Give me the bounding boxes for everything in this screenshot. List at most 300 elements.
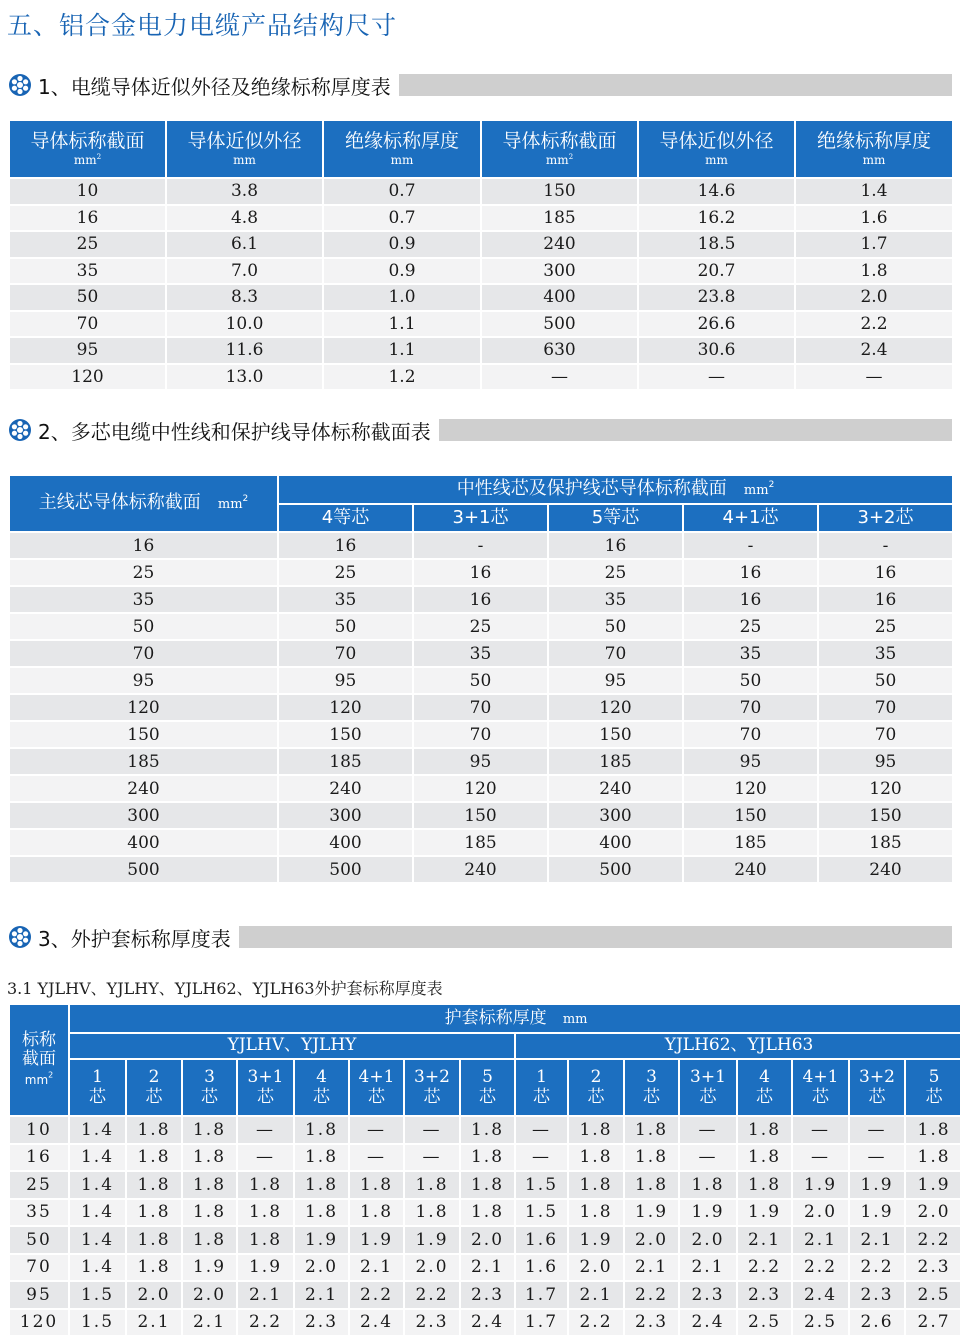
table-cell: 50 bbox=[548, 613, 683, 640]
core-type-header: 3+2芯 bbox=[818, 504, 953, 532]
table-cell: 16 bbox=[413, 586, 548, 613]
table-cell: 0.7 bbox=[323, 178, 481, 205]
table-cell: 70 bbox=[548, 640, 683, 667]
table-cell: 1.8 bbox=[349, 1171, 404, 1199]
table-row bbox=[9, 721, 953, 748]
table-cell: 10 bbox=[9, 178, 166, 205]
table-cell: 400 bbox=[548, 829, 683, 856]
table-cell: 120 bbox=[278, 694, 413, 721]
table-cell: 185 bbox=[9, 748, 278, 775]
core-count-header: 4 芯 bbox=[294, 1059, 349, 1116]
table-cell: 120 bbox=[413, 775, 548, 802]
table-cell: 95 bbox=[683, 748, 818, 775]
table-cell: 1.8 bbox=[624, 1171, 679, 1199]
table-cell: 70 bbox=[9, 1254, 69, 1282]
table-row bbox=[9, 1226, 960, 1254]
core-count-header: 1 芯 bbox=[69, 1059, 126, 1116]
table-cell: 50 bbox=[9, 613, 278, 640]
table-cell: 2.5 bbox=[737, 1309, 792, 1337]
table-cell: 1.9 bbox=[624, 1199, 679, 1227]
core-count-header: 4+1 芯 bbox=[349, 1059, 404, 1116]
table-cell: 1.8 bbox=[679, 1171, 737, 1199]
sheath-table-subtitle: 3.1 YJLHV、YJLHY、YJLH62、YJLH63外护套标称厚度表 bbox=[7, 979, 443, 998]
table-cell: 2.3 bbox=[905, 1254, 960, 1282]
table-cell: 2.2 bbox=[792, 1254, 849, 1282]
table-cell: 2.3 bbox=[849, 1281, 905, 1309]
table-cell: 2.0 bbox=[792, 1199, 849, 1227]
table-cell: 1.8 bbox=[905, 1116, 960, 1144]
table-cell: 1.5 bbox=[515, 1171, 568, 1199]
table-cell: 0.9 bbox=[323, 258, 481, 285]
table-cell: 3.8 bbox=[166, 178, 323, 205]
table-cell: 185 bbox=[818, 829, 953, 856]
table-cell: 185 bbox=[278, 748, 413, 775]
table-header: 导体近似外径 mm bbox=[166, 120, 323, 178]
table-row bbox=[9, 284, 953, 311]
table-cell: 23.8 bbox=[638, 284, 795, 311]
table-cell: 1.8 bbox=[182, 1116, 237, 1144]
table-cell: 25 bbox=[683, 613, 818, 640]
table-cell: 300 bbox=[548, 802, 683, 829]
table-cell: 2.1 bbox=[294, 1281, 349, 1309]
table-cell: 1.8 bbox=[237, 1226, 294, 1254]
table-cell: 400 bbox=[278, 829, 413, 856]
table-cell: 240 bbox=[818, 856, 953, 883]
table-cell: 1.7 bbox=[795, 231, 953, 258]
core-count-header: 3+2 芯 bbox=[849, 1059, 905, 1116]
table-cell: 70 bbox=[413, 694, 548, 721]
core-type-header: 5等芯 bbox=[548, 504, 683, 532]
table-cell: 1.8 bbox=[126, 1116, 182, 1144]
conductor-insulation-table bbox=[8, 119, 954, 391]
table-cell: 2.2 bbox=[795, 311, 953, 338]
table-row bbox=[9, 311, 953, 338]
table-cell: 2.1 bbox=[237, 1281, 294, 1309]
table-cell: 2.2 bbox=[349, 1281, 404, 1309]
table-cell: 1.4 bbox=[69, 1254, 126, 1282]
table-cell: 120 bbox=[9, 364, 166, 391]
section-divider bbox=[239, 926, 952, 948]
table-row bbox=[9, 1309, 960, 1337]
table-cell: 25 bbox=[818, 613, 953, 640]
table-cell: 1.9 bbox=[905, 1171, 960, 1199]
table-cell: 1.8 bbox=[624, 1116, 679, 1144]
table-cell: 1.8 bbox=[460, 1199, 515, 1227]
table-cell: 16 bbox=[278, 532, 413, 559]
table-cell: 1.8 bbox=[460, 1144, 515, 1172]
group-a-header: YJLHV、YJLHY bbox=[69, 1033, 515, 1059]
core-count-header: 5 芯 bbox=[460, 1059, 515, 1116]
table-cell: 50 bbox=[278, 613, 413, 640]
table-cell: 1.4 bbox=[69, 1171, 126, 1199]
section-1-heading bbox=[8, 70, 952, 100]
table-cell: 25 bbox=[9, 231, 166, 258]
table-cell: 1.8 bbox=[182, 1171, 237, 1199]
section-3-heading bbox=[8, 922, 952, 952]
section-2-title: 2、多芯电缆中性线和保护线导体标称截面表 bbox=[38, 419, 431, 444]
table-row bbox=[9, 775, 953, 802]
table-cell: - bbox=[818, 532, 953, 559]
table-cell: 35 bbox=[9, 1199, 69, 1227]
table-cell: 1.6 bbox=[515, 1226, 568, 1254]
table-cell: 0.9 bbox=[323, 231, 481, 258]
core-type-header: 4等芯 bbox=[278, 504, 413, 532]
table-cell: — bbox=[515, 1144, 568, 1172]
table-cell: 120 bbox=[683, 775, 818, 802]
table-cell: — bbox=[404, 1144, 460, 1172]
core-count-header: 1 芯 bbox=[515, 1059, 568, 1116]
table-cell: 35 bbox=[818, 640, 953, 667]
core-count-header: 3 芯 bbox=[624, 1059, 679, 1116]
cable-cross-section-icon bbox=[8, 925, 32, 949]
table-cell: 1.4 bbox=[795, 178, 953, 205]
table-row bbox=[9, 586, 953, 613]
table-row bbox=[9, 829, 953, 856]
table-cell: 35 bbox=[9, 258, 166, 285]
table-header: 导体近似外径 mm bbox=[638, 120, 795, 178]
table-header: 绝缘标称厚度 mm bbox=[795, 120, 953, 178]
table-cell: 2.2 bbox=[849, 1254, 905, 1282]
table-cell: — bbox=[515, 1116, 568, 1144]
table-cell: 150 bbox=[548, 721, 683, 748]
table-cell: 16 bbox=[818, 586, 953, 613]
table-cell: 150 bbox=[818, 802, 953, 829]
table-cell: 2.3 bbox=[679, 1281, 737, 1309]
table-row bbox=[9, 856, 953, 883]
table-cell: 95 bbox=[818, 748, 953, 775]
table-cell: 2.1 bbox=[737, 1226, 792, 1254]
table-cell: 1.9 bbox=[182, 1254, 237, 1282]
table-header: 导体标称截面 $mm^2$ bbox=[9, 120, 166, 178]
table-row bbox=[9, 613, 953, 640]
table-cell: 1.9 bbox=[237, 1254, 294, 1282]
table-cell: 2.2 bbox=[624, 1281, 679, 1309]
table-cell: 16 bbox=[9, 1144, 69, 1172]
table-cell: 1.7 bbox=[515, 1281, 568, 1309]
table-cell: 1.8 bbox=[182, 1226, 237, 1254]
table-cell: 2.1 bbox=[182, 1309, 237, 1337]
table-cell: 240 bbox=[481, 231, 638, 258]
table-row bbox=[9, 337, 953, 364]
table-cell: 16 bbox=[9, 205, 166, 232]
table-cell: 2.2 bbox=[905, 1226, 960, 1254]
table-cell: 150 bbox=[278, 721, 413, 748]
table-cell: 120 bbox=[9, 1309, 69, 1337]
table-cell: 1.4 bbox=[69, 1199, 126, 1227]
section-divider bbox=[439, 419, 952, 441]
table-cell: — bbox=[481, 364, 638, 391]
table-cell: — bbox=[679, 1144, 737, 1172]
table-cell: 1.9 bbox=[404, 1226, 460, 1254]
table-cell: 50 bbox=[413, 667, 548, 694]
table-row bbox=[9, 694, 953, 721]
table-cell: 1.8 bbox=[460, 1116, 515, 1144]
table-cell: 500 bbox=[548, 856, 683, 883]
table-cell: 240 bbox=[548, 775, 683, 802]
table-cell: 2.5 bbox=[792, 1309, 849, 1337]
table-cell: 2.4 bbox=[460, 1309, 515, 1337]
table-row bbox=[9, 178, 953, 205]
table-cell: 2.0 bbox=[795, 284, 953, 311]
table-cell: 16 bbox=[548, 532, 683, 559]
table-cell: 1.8 bbox=[237, 1199, 294, 1227]
table-cell: 2.0 bbox=[182, 1281, 237, 1309]
table-cell: 2.2 bbox=[237, 1309, 294, 1337]
table-cell: 50 bbox=[9, 1226, 69, 1254]
table-row bbox=[9, 1199, 960, 1227]
table-cell: 1.9 bbox=[792, 1171, 849, 1199]
table-cell: 1.9 bbox=[568, 1226, 624, 1254]
table-cell: 300 bbox=[278, 802, 413, 829]
table-cell: 240 bbox=[683, 856, 818, 883]
table-cell: 35 bbox=[413, 640, 548, 667]
table-row bbox=[9, 1116, 960, 1144]
table-cell: 1.4 bbox=[69, 1144, 126, 1172]
table-cell: 70 bbox=[9, 311, 166, 338]
table-cell: 1.8 bbox=[126, 1254, 182, 1282]
table-row bbox=[9, 258, 953, 285]
table-cell: 26.6 bbox=[638, 311, 795, 338]
table-cell: 1.8 bbox=[126, 1226, 182, 1254]
table-cell: 95 bbox=[9, 337, 166, 364]
table-cell: 2.3 bbox=[404, 1309, 460, 1337]
table-cell: 1.5 bbox=[69, 1309, 126, 1337]
table-header: 绝缘标称厚度 mm bbox=[323, 120, 481, 178]
table-cell: 2.1 bbox=[792, 1226, 849, 1254]
table-cell: 1.8 bbox=[294, 1171, 349, 1199]
table-cell: 1.8 bbox=[737, 1171, 792, 1199]
table-cell: 120 bbox=[9, 694, 278, 721]
table-cell: 2.0 bbox=[679, 1226, 737, 1254]
table-cell: 70 bbox=[818, 694, 953, 721]
table-cell: 1.9 bbox=[294, 1226, 349, 1254]
section-divider bbox=[399, 74, 952, 96]
table-cell: 2.3 bbox=[624, 1309, 679, 1337]
table-cell: 400 bbox=[9, 829, 278, 856]
table-cell: 1.8 bbox=[737, 1116, 792, 1144]
table-cell: 1.8 bbox=[568, 1116, 624, 1144]
table-cell: — bbox=[679, 1116, 737, 1144]
table-cell: 1.8 bbox=[905, 1144, 960, 1172]
neutral-group-header: 中性线芯及保护线芯导体标称截面 $mm^2$ bbox=[278, 475, 953, 504]
core-count-header: 2 芯 bbox=[126, 1059, 182, 1116]
table-cell: 500 bbox=[278, 856, 413, 883]
table-cell: 16 bbox=[413, 559, 548, 586]
table-cell: 25 bbox=[548, 559, 683, 586]
table-cell: 70 bbox=[9, 640, 278, 667]
table-cell: 16.2 bbox=[638, 205, 795, 232]
table-cell: 2.0 bbox=[568, 1254, 624, 1282]
table-cell: 300 bbox=[481, 258, 638, 285]
table-cell: 1.2 bbox=[323, 364, 481, 391]
table-cell: 2.1 bbox=[679, 1254, 737, 1282]
table-cell: 14.6 bbox=[638, 178, 795, 205]
table-cell: 1.1 bbox=[323, 311, 481, 338]
group-b-header: YJLH62、YJLH63 bbox=[515, 1033, 960, 1059]
table-cell: 16 bbox=[818, 559, 953, 586]
table-cell: 1.8 bbox=[294, 1116, 349, 1144]
section-1-title: 1、电缆导体近似外径及绝缘标称厚度表 bbox=[38, 74, 391, 99]
core-type-header: 3+1芯 bbox=[413, 504, 548, 532]
table-cell: 150 bbox=[683, 802, 818, 829]
table-cell: 6.1 bbox=[166, 231, 323, 258]
table-cell: 1.9 bbox=[849, 1171, 905, 1199]
table-cell: 1.1 bbox=[323, 337, 481, 364]
table-row bbox=[9, 748, 953, 775]
table-cell: 13.0 bbox=[166, 364, 323, 391]
table-cell: 16 bbox=[9, 532, 278, 559]
section-3-title: 3、外护套标称厚度表 bbox=[38, 926, 231, 951]
table-cell: 1.6 bbox=[515, 1254, 568, 1282]
table-cell: 25 bbox=[413, 613, 548, 640]
table-cell: 2.0 bbox=[460, 1226, 515, 1254]
table-cell: 8.3 bbox=[166, 284, 323, 311]
table-cell: — bbox=[349, 1144, 404, 1172]
table-cell: 1.4 bbox=[69, 1226, 126, 1254]
table-cell: 16 bbox=[683, 586, 818, 613]
table-row bbox=[9, 640, 953, 667]
table-row bbox=[9, 559, 953, 586]
table-cell: 50 bbox=[818, 667, 953, 694]
table-cell: 2.0 bbox=[294, 1254, 349, 1282]
table-cell: 16 bbox=[683, 559, 818, 586]
table-cell: — bbox=[349, 1116, 404, 1144]
table-cell: 1.8 bbox=[182, 1144, 237, 1172]
sheath-group-header: 护套标称厚度 mm bbox=[69, 1004, 960, 1033]
table-cell: 95 bbox=[9, 1281, 69, 1309]
table-cell: 1.8 bbox=[182, 1199, 237, 1227]
table-cell: 2.4 bbox=[792, 1281, 849, 1309]
table-cell: — bbox=[849, 1144, 905, 1172]
table-cell: 2.3 bbox=[294, 1309, 349, 1337]
table-cell: 70 bbox=[683, 694, 818, 721]
table-cell: - bbox=[413, 532, 548, 559]
table-row bbox=[9, 231, 953, 258]
table-cell: 2.2 bbox=[404, 1281, 460, 1309]
table-cell: 11.6 bbox=[166, 337, 323, 364]
table-cell: 1.8 bbox=[126, 1171, 182, 1199]
table-cell: 25 bbox=[9, 1171, 69, 1199]
section-2-heading bbox=[8, 415, 952, 445]
table-cell: 1.8 bbox=[624, 1144, 679, 1172]
table-cell: 1.8 bbox=[294, 1144, 349, 1172]
table-cell: 1.8 bbox=[737, 1144, 792, 1172]
main-conductor-header: 主线芯导体标称截面 $mm^2$ bbox=[9, 475, 278, 532]
table-cell: 2.3 bbox=[737, 1281, 792, 1309]
table-cell: 2.5 bbox=[905, 1281, 960, 1309]
table-cell: 2.1 bbox=[849, 1226, 905, 1254]
table-cell: — bbox=[638, 364, 795, 391]
table-cell: 2.2 bbox=[568, 1309, 624, 1337]
table-cell: 2.4 bbox=[349, 1309, 404, 1337]
table-cell: 1.9 bbox=[679, 1199, 737, 1227]
table-cell: 1.8 bbox=[795, 258, 953, 285]
table-cell: 35 bbox=[278, 586, 413, 613]
table-row bbox=[9, 667, 953, 694]
table-cell: 1.8 bbox=[568, 1199, 624, 1227]
table-row bbox=[9, 1254, 960, 1282]
table-cell: 2.6 bbox=[849, 1309, 905, 1337]
table-cell: 1.8 bbox=[126, 1199, 182, 1227]
sheath-thickness-table bbox=[8, 1003, 960, 1337]
table-cell: 2.1 bbox=[568, 1281, 624, 1309]
cable-cross-section-icon bbox=[8, 418, 32, 442]
table-cell: 1.8 bbox=[126, 1144, 182, 1172]
core-count-header: 4+1 芯 bbox=[792, 1059, 849, 1116]
table-cell: 1.8 bbox=[404, 1171, 460, 1199]
table-cell: 95 bbox=[278, 667, 413, 694]
table-cell: 1.8 bbox=[404, 1199, 460, 1227]
table-cell: — bbox=[849, 1116, 905, 1144]
table-cell: 70 bbox=[818, 721, 953, 748]
table-cell: 10 bbox=[9, 1116, 69, 1144]
table-row bbox=[9, 532, 953, 559]
table-cell: 2.4 bbox=[679, 1309, 737, 1337]
table-cell: — bbox=[792, 1144, 849, 1172]
table-cell: — bbox=[795, 364, 953, 391]
core-type-header: 4+1芯 bbox=[683, 504, 818, 532]
core-count-header: 2 芯 bbox=[568, 1059, 624, 1116]
table-cell: 1.9 bbox=[349, 1226, 404, 1254]
core-count-header: 3+2 芯 bbox=[404, 1059, 460, 1116]
core-count-header: 5 芯 bbox=[905, 1059, 960, 1116]
table-cell: 95 bbox=[548, 667, 683, 694]
table-row bbox=[9, 1281, 960, 1309]
table-cell: 2.1 bbox=[624, 1254, 679, 1282]
page-title: 五、铝合金电力电缆产品结构尺寸 bbox=[7, 11, 398, 40]
table-cell: 35 bbox=[9, 586, 278, 613]
core-count-header: 4 芯 bbox=[737, 1059, 792, 1116]
table-cell: 70 bbox=[683, 721, 818, 748]
cable-cross-section-icon bbox=[8, 73, 32, 97]
core-count-header: 3+1 芯 bbox=[679, 1059, 737, 1116]
table-cell: 35 bbox=[548, 586, 683, 613]
table-cell: 240 bbox=[413, 856, 548, 883]
table-cell: 25 bbox=[9, 559, 278, 586]
table-cell: 95 bbox=[9, 667, 278, 694]
table-cell: 1.8 bbox=[237, 1171, 294, 1199]
table-cell: 2.4 bbox=[795, 337, 953, 364]
table-cell: — bbox=[237, 1116, 294, 1144]
cross-section-header: 标称 截面 $mm^2$ bbox=[9, 1004, 69, 1116]
table-row bbox=[9, 1144, 960, 1172]
table-cell: 150 bbox=[9, 721, 278, 748]
table-row bbox=[9, 364, 953, 391]
table-cell: — bbox=[792, 1116, 849, 1144]
table-cell: 300 bbox=[9, 802, 278, 829]
table-cell: 2.1 bbox=[126, 1309, 182, 1337]
table-cell: 185 bbox=[683, 829, 818, 856]
table-cell: 2.0 bbox=[624, 1226, 679, 1254]
table-cell: — bbox=[237, 1144, 294, 1172]
table-cell: 7.0 bbox=[166, 258, 323, 285]
table-cell: 1.0 bbox=[323, 284, 481, 311]
table-cell: 630 bbox=[481, 337, 638, 364]
table-cell: 18.5 bbox=[638, 231, 795, 258]
table-cell: — bbox=[404, 1116, 460, 1144]
table-cell: 1.8 bbox=[294, 1199, 349, 1227]
table-row bbox=[9, 205, 953, 232]
table-cell: 25 bbox=[278, 559, 413, 586]
table-cell: 1.6 bbox=[795, 205, 953, 232]
table-cell: - bbox=[683, 532, 818, 559]
table-cell: 30.6 bbox=[638, 337, 795, 364]
table-cell: 2.0 bbox=[404, 1254, 460, 1282]
table-cell: 50 bbox=[683, 667, 818, 694]
table-cell: 2.3 bbox=[460, 1281, 515, 1309]
table-cell: 500 bbox=[481, 311, 638, 338]
table-cell: 50 bbox=[9, 284, 166, 311]
